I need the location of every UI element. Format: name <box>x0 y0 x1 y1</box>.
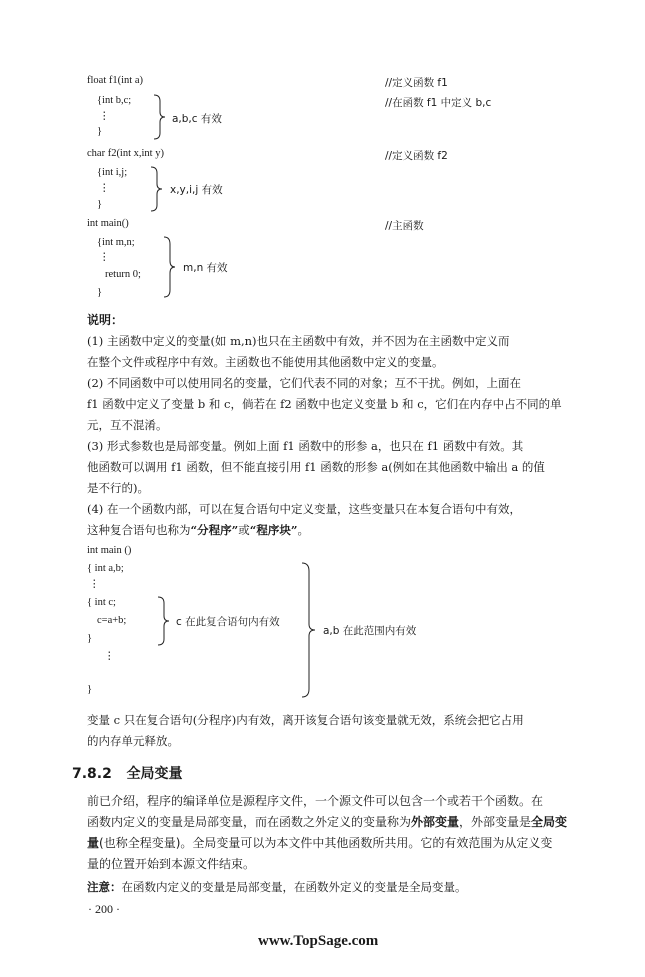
code-comment: //在函数 f1 中定义 b,c <box>385 97 492 109</box>
code-line: } <box>97 126 103 137</box>
code-line: {int m,n; <box>97 237 135 248</box>
paragraph-line: (3) 形式参数也是局部变量。例如上面 f1 函数中的形参 a，也只在 f1 函数中有效。其 <box>87 439 524 453</box>
paragraph-line: 函数内定义的变量是局部变量，而在函数之外定义的变量称为外部变量，外部变量是全局变 <box>87 815 568 829</box>
code-comment: //定义函数 f1 <box>385 77 448 89</box>
paragraph-line: (2) 不同函数中可以使用同名的变量，它们代表不同的对象；互不干扰。例如，上面在 <box>87 376 521 390</box>
page-number: · 200 · <box>88 902 120 916</box>
code-line: { int a,b; <box>87 563 124 574</box>
code-line: float f1(int a) <box>87 75 143 86</box>
bold-term: 量 <box>87 836 100 850</box>
scope-label: c 在此复合语句内有效 <box>176 616 280 628</box>
section-heading <box>72 763 183 783</box>
paragraph-line: 量的位置开始到本源文件结束。 <box>87 857 256 871</box>
code-comment: //主函数 <box>385 220 424 232</box>
vertical-ellipsis: ⋮ <box>89 579 100 590</box>
bold-term: 全局变 <box>531 815 568 829</box>
section-number: 7.8.2 <box>72 766 112 782</box>
code-line: { int c; <box>87 597 116 608</box>
note-line: 注意：在函数内定义的变量是局部变量，在函数外定义的变量是全局变量。 <box>87 880 467 894</box>
section-title: 全局变量 <box>126 766 183 782</box>
paragraph-line: 他函数可以调用 f1 函数，但不能直接引用 f1 函数的形参 a(例如在其他函数中输出 a 的值 <box>87 460 545 474</box>
bold-term: “程序块” <box>249 523 298 537</box>
paragraph-line: 变量 c 只在复合语句(分程序)内有效，离开该复合语句该变量就无效，系统会把它占用 <box>87 713 524 727</box>
code-line: return 0; <box>105 269 141 280</box>
code-line: {int b,c; <box>97 95 132 106</box>
paragraph-line: f1 函数中定义了变量 b 和 c，倘若在 f2 函数中也定义变量 b 和 c，它们在内存中占不同的单 <box>87 397 562 411</box>
bold-term: 外部变量 <box>411 815 460 829</box>
code-line: {int i,j; <box>97 167 128 178</box>
note-label: 注意： <box>87 880 122 894</box>
vertical-ellipsis: ⋮ <box>104 651 115 662</box>
code-line: } <box>97 287 103 298</box>
footer-url: www.TopSage.com <box>258 933 379 949</box>
code-line: char f2(int x,int y) <box>87 148 164 159</box>
paragraph-line: 这种复合语句也称为“分程序”或“程序块”。 <box>87 523 309 537</box>
right-brace-icon <box>152 94 168 140</box>
paragraph-line: (1) 主函数中定义的变量(如 m,n)也只在主函数中有效，并不因为在主函数中定义而 <box>87 334 510 348</box>
paragraph-line: 的内存单元释放。 <box>87 734 179 748</box>
code-line: int main () <box>87 545 132 556</box>
scope-label: x,y,i,j 有效 <box>170 184 223 196</box>
right-brace-icon <box>300 562 318 698</box>
scope-label: a,b 在此范围内有效 <box>323 625 417 637</box>
code-line: } <box>97 199 103 210</box>
code-line: int main() <box>87 218 129 229</box>
vertical-ellipsis: ⋮ <box>99 183 110 194</box>
code-line: } <box>87 684 93 695</box>
paragraph-line: 前已介绍，程序的编译单位是源程序文件，一个源文件可以包含一个或若干个函数。在 <box>87 794 544 808</box>
vertical-ellipsis: ⋮ <box>99 252 110 263</box>
notes-title: 说明： <box>87 313 124 327</box>
paragraph-line: 在整个文件或程序中有效。主函数也不能使用其他函数中定义的变量。 <box>87 355 444 369</box>
right-brace-icon <box>156 596 172 646</box>
vertical-ellipsis: ⋮ <box>99 111 110 122</box>
scope-label: a,b,c 有效 <box>172 113 222 125</box>
right-brace-icon <box>149 166 165 212</box>
paragraph-line: 量(也称全程变量)。全局变量可以为本文件中其他函数所共用。它的有效范围为从定义变 <box>87 836 553 850</box>
code-line: c=a+b; <box>97 615 127 626</box>
paragraph-line: (4) 在一个函数内部，可以在复合语句中定义变量，这些变量只在本复合语句中有效， <box>87 502 521 516</box>
code-line: } <box>87 633 93 644</box>
paragraph-line: 是不行的)。 <box>87 481 149 495</box>
scope-label: m,n 有效 <box>183 262 228 274</box>
bold-term: “分程序” <box>190 523 239 537</box>
right-brace-icon <box>162 236 178 298</box>
code-comment: //定义函数 f2 <box>385 150 448 162</box>
paragraph-line: 元，互不混淆。 <box>87 418 168 432</box>
